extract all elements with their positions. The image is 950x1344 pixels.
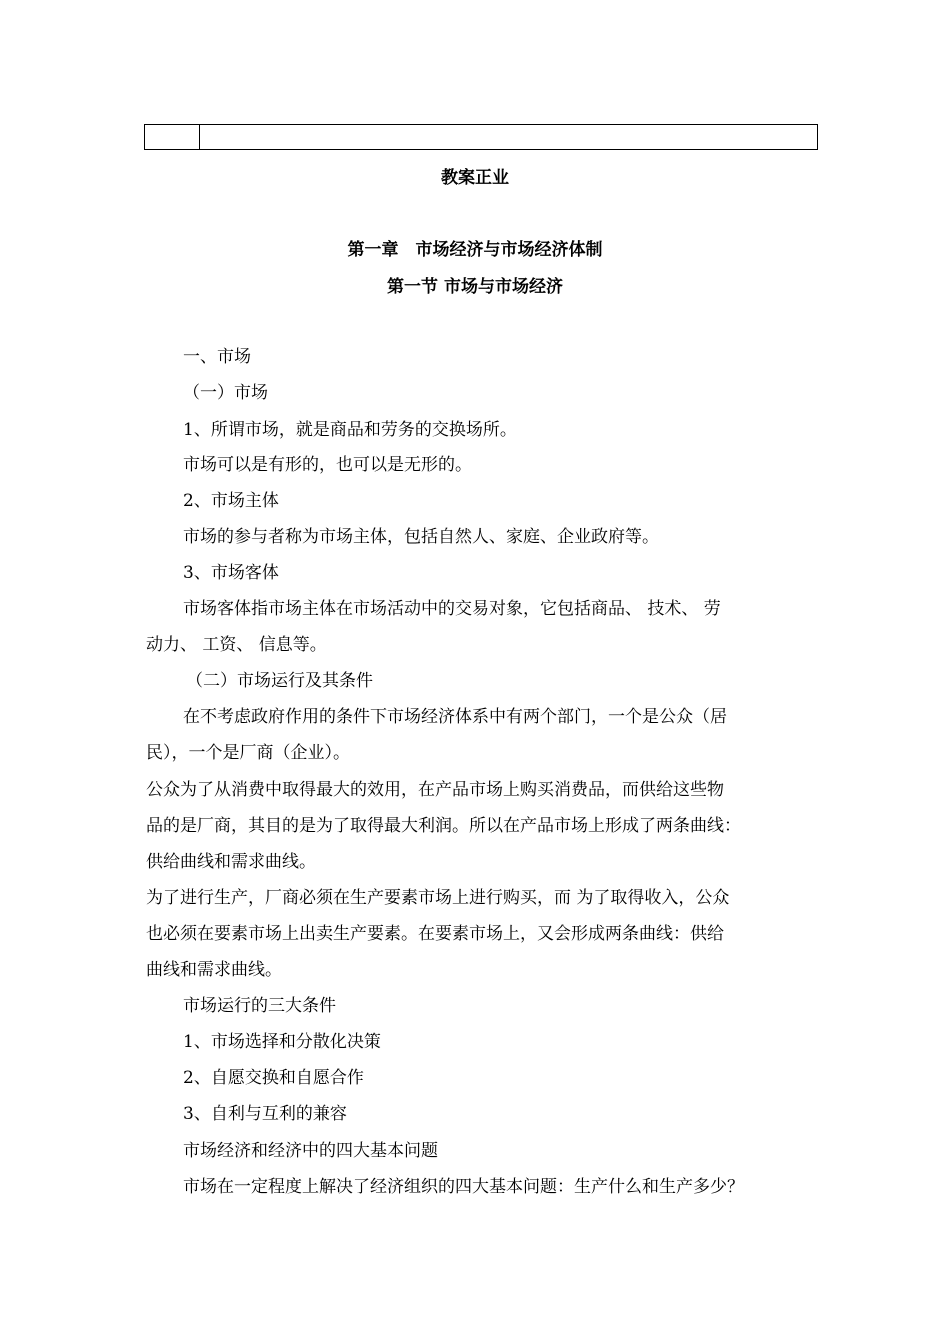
- list-item: 1、市场选择和分散化决策: [183, 1032, 381, 1052]
- paragraph-line: 市场可以是有形的，也可以是无形的。: [183, 455, 472, 475]
- header-table-cell: [145, 125, 200, 149]
- paragraph-line: 也必须在要素市场上出卖生产要素。在要素市场上，又会形成两条曲线：供给: [146, 924, 724, 944]
- paragraph-line: 曲线和需求曲线。: [146, 960, 282, 980]
- list-item-heading: 3、市场客体: [183, 563, 279, 583]
- subheading-market-operation: （二）市场运行及其条件: [186, 671, 373, 691]
- paragraph-line: 民），一个是厂商（企业）。: [146, 743, 350, 763]
- paragraph-line: 市场在一定程度上解决了经济组织的四大基本问题：生产什么和生产多少？: [183, 1177, 744, 1197]
- section-title: 第一节 市场与市场经济: [387, 277, 563, 297]
- paragraph-line: 1、所谓市场，就是商品和劳务的交换场所。: [183, 420, 517, 440]
- paragraph-line: 市场经济和经济中的四大基本问题: [183, 1141, 438, 1161]
- paragraph-line: 在不考虑政府作用的条件下市场经济体系中有两个部门，一个是公众（居: [183, 707, 727, 727]
- paragraph-line: 市场客体指市场主体在市场活动中的交易对象，它包括商品、 技术、 劳: [183, 599, 721, 619]
- doc-title: 教案正业: [441, 168, 509, 188]
- subheading-market: （一）市场: [183, 383, 268, 403]
- list-item: 2、自愿交换和自愿合作: [183, 1068, 364, 1088]
- paragraph-line: 为了进行生产，厂商必须在生产要素市场上进行购买，而 为了取得收入，公众: [146, 888, 730, 908]
- paragraph-line: 市场的参与者称为市场主体，包括自然人、家庭、企业政府等。: [183, 527, 659, 547]
- header-table: [144, 124, 818, 150]
- paragraph-line: 公众为了从消费中取得最大的效用，在产品市场上购买消费品，而供给这些物: [146, 780, 724, 800]
- list-item-heading: 2、市场主体: [183, 491, 279, 511]
- header-table-cell: [200, 125, 817, 149]
- list-item: 3、自利与互利的兼容: [183, 1104, 347, 1124]
- chapter-title: 第一章 市场经济与市场经济体制: [347, 240, 603, 260]
- heading-market: 一、市场: [183, 347, 251, 367]
- paragraph-line: 品的是厂商，其目的是为了取得最大利润。所以在产品市场上形成了两条曲线：: [146, 816, 741, 836]
- paragraph-line: 动力、 工资、 信息等。: [146, 635, 327, 655]
- paragraph-line: 市场运行的三大条件: [183, 996, 336, 1016]
- paragraph-line: 供给曲线和需求曲线。: [146, 852, 316, 872]
